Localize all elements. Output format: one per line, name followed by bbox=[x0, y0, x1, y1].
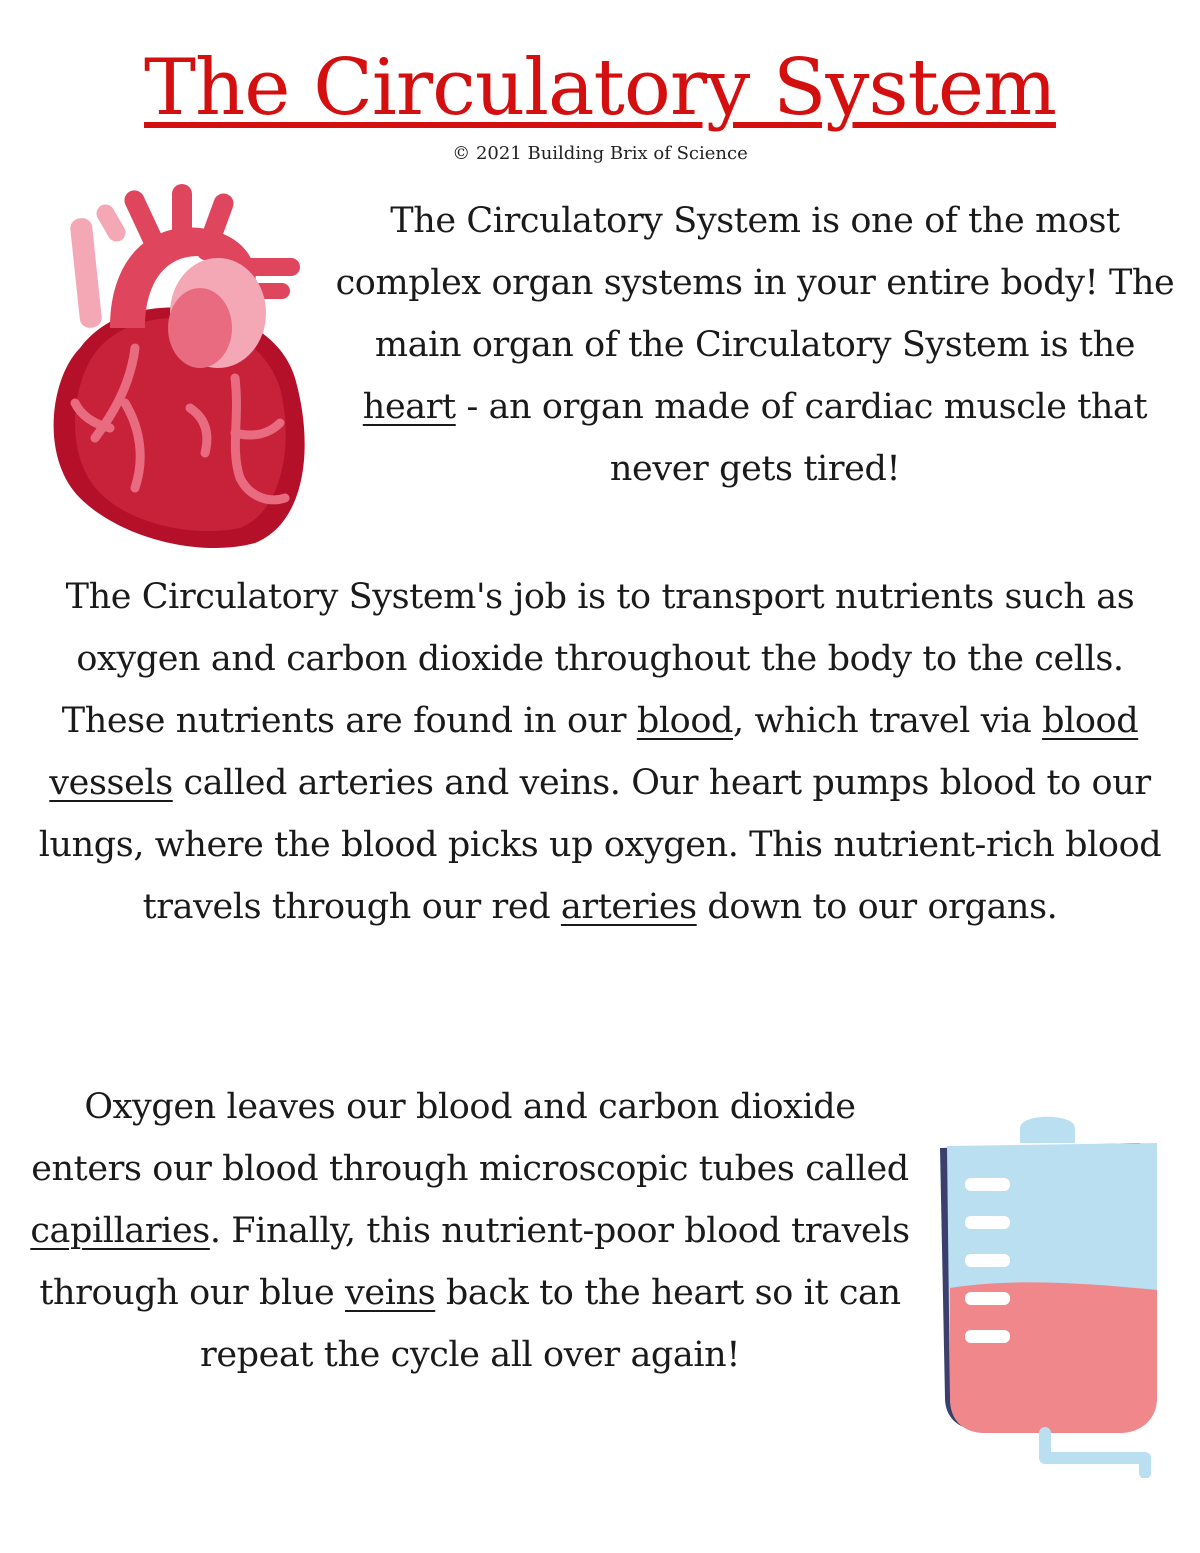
page-title: The Circulatory System bbox=[144, 43, 1056, 133]
term-veins: veins bbox=[345, 1273, 436, 1313]
copyright-notice: © 2021 Building Brix of Science bbox=[452, 143, 748, 164]
term-capillaries: capillaries bbox=[30, 1211, 210, 1251]
term-heart: heart bbox=[362, 387, 456, 427]
anatomical-heart-icon bbox=[40, 178, 320, 558]
intro-paragraph: The Circulatory System is one of the most complex organ systems in your entire body! The main organ of the Circulatory System is the heart - an organ made of cardiac muscle that never gets tired! bbox=[335, 201, 1175, 489]
term-blood: blood bbox=[636, 701, 734, 741]
transport-paragraph: The Circulatory System's job is to transport nutrients such as oxygen and carbon dioxide throughout the body to the cells. These nutrients are found in our blood, which travel via blood vessels called arteries and veins. Our heart pumps blood to our lungs, where the blood picks up oxygen. This nutrient-rich blood travels through our red arteries down to our organs. bbox=[38, 577, 1162, 927]
term-arteries: arteries bbox=[560, 887, 697, 927]
term-blood-vessels: blood vessels bbox=[49, 701, 1139, 803]
capillaries-paragraph: Oxygen leaves our blood and carbon dioxide enters our blood through microscopic tubes called capillaries. Finally, this nutrient-poor blood travels through our blue veins back to the heart so it can repeat the cycle all over again! bbox=[30, 1087, 910, 1375]
blood-bag-icon bbox=[925, 1108, 1170, 1478]
